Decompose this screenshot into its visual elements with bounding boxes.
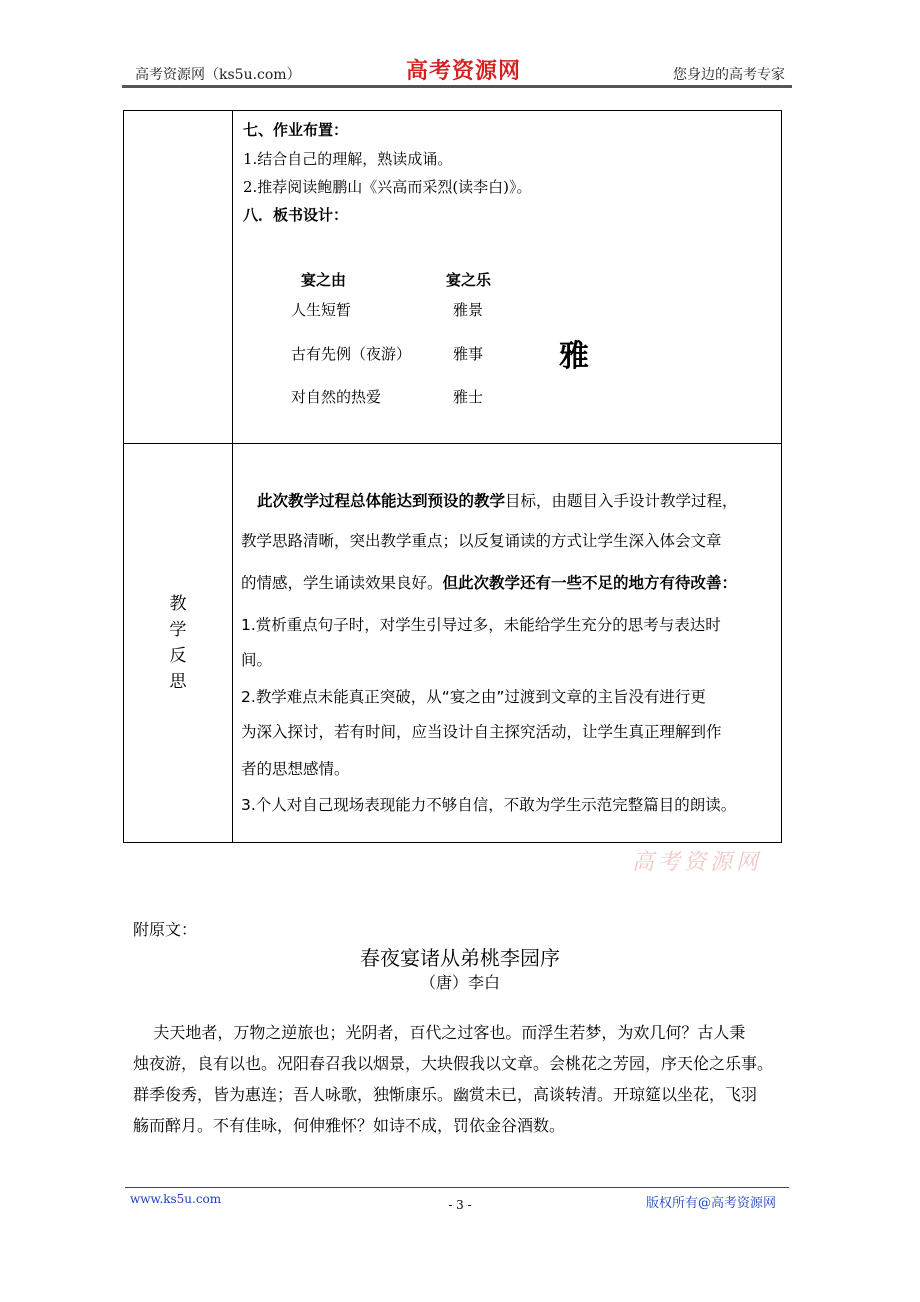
watermark-logo: 高考资源网	[632, 850, 763, 875]
board-col1-item: 古有先例（夜游）	[291, 345, 412, 363]
reflection-cell	[233, 444, 782, 843]
footer-url-link[interactable]: www.ks5u.com	[130, 1192, 222, 1206]
text-line: 群季俊秀，皆为惠连；吾人咏歌，独惭康乐。幽赏未已，高谈转清。开琼筵以坐花，飞羽	[133, 1085, 758, 1104]
reflection-text: 目标，由题目入手设计教学过程，	[505, 492, 738, 510]
board-col2-item: 雅景	[453, 301, 484, 319]
reflection-line-2: 教学思路清晰，突出教学重点；以反复诵读的方式让学生深入体会文章	[241, 532, 722, 550]
homework-item: 2.推荐阅读鲍鹏山《兴高而采烈(读李白)》。	[243, 178, 532, 196]
board-col2-item: 雅事	[453, 345, 484, 363]
appendix-label: 附原文：	[133, 920, 198, 939]
header-slogan: 您身边的高考专家	[673, 67, 785, 83]
lesson-table	[123, 110, 782, 843]
reflection-line: 为深入探讨，若有时间，应当设计自主探究活动，让学生真正理解到作	[241, 723, 722, 741]
footer-divider	[125, 1187, 789, 1188]
reflection-line-1	[257, 489, 738, 511]
reflection-line: 间。	[241, 651, 273, 669]
homework-item: 1.结合自己的理解，熟读成诵。	[243, 150, 453, 168]
reflection-line: 3.个人对自己现场表现能力不够自信，不敢为学生示范完整篇目的朗读。	[241, 796, 737, 814]
text-line: 夫天地者，万物之逆旅也；光阴者，百代之过客也。而浮生若梦，为欢几何？古人秉	[133, 1023, 746, 1042]
reflection-bold: 但此次教学还有一些不足的地方有待改善：	[442, 574, 738, 592]
reflection-line: 2.教学难点未能真正突破，从“宴之由”过渡到文章的主旨没有进行更	[241, 688, 706, 706]
reflection-line-3	[241, 571, 737, 593]
board-col2-item: 雅士	[453, 388, 484, 406]
empty-label-cell	[124, 111, 233, 444]
header-logo: 高考资源网	[406, 58, 522, 84]
board-col2-head: 宴之乐	[446, 271, 492, 289]
text-line: 烛夜游，良有以也。况阳春召我以烟景，大块假我以文章。会桃花之芳园，序天伦之乐事。	[133, 1054, 774, 1073]
board-col1-item: 对自然的热爱	[291, 388, 382, 406]
reflection-label-cell	[124, 444, 233, 843]
header-divider	[122, 85, 792, 88]
footer-copyright-link[interactable]: 版权所有@高考资源网	[646, 1196, 777, 1211]
board-big-char: 雅	[559, 339, 589, 374]
poem-title: 春夜宴诸从弟桃李园序	[360, 946, 560, 970]
text-line: 觞而醉月。不有佳咏，何伸雅怀？如诗不成，罚依金谷酒数。	[133, 1116, 566, 1135]
board-col1-head: 宴之由	[301, 271, 347, 289]
reflection-line: 1.赏析重点句子时，对学生引导过多，未能给学生充分的思考与表达时	[241, 616, 721, 634]
homework-board-cell	[233, 111, 782, 444]
homework-heading: 七、作业布置：	[243, 121, 349, 139]
board-heading: 八．板书设计：	[243, 206, 349, 224]
reflection-text: 的情感，学生诵读效果良好。	[241, 574, 443, 592]
reflection-line: 者的思想感情。	[241, 760, 350, 778]
poem-author: （唐）李白	[419, 973, 500, 992]
header-site-name: 高考资源网（ks5u.com）	[135, 67, 301, 83]
reflection-label: 教学反思	[169, 594, 187, 692]
board-col1-item: 人生短暂	[291, 301, 352, 319]
page-number: - 3 -	[448, 1198, 472, 1212]
reflection-bold: 此次教学过程总体能达到预设的教学	[257, 492, 506, 510]
